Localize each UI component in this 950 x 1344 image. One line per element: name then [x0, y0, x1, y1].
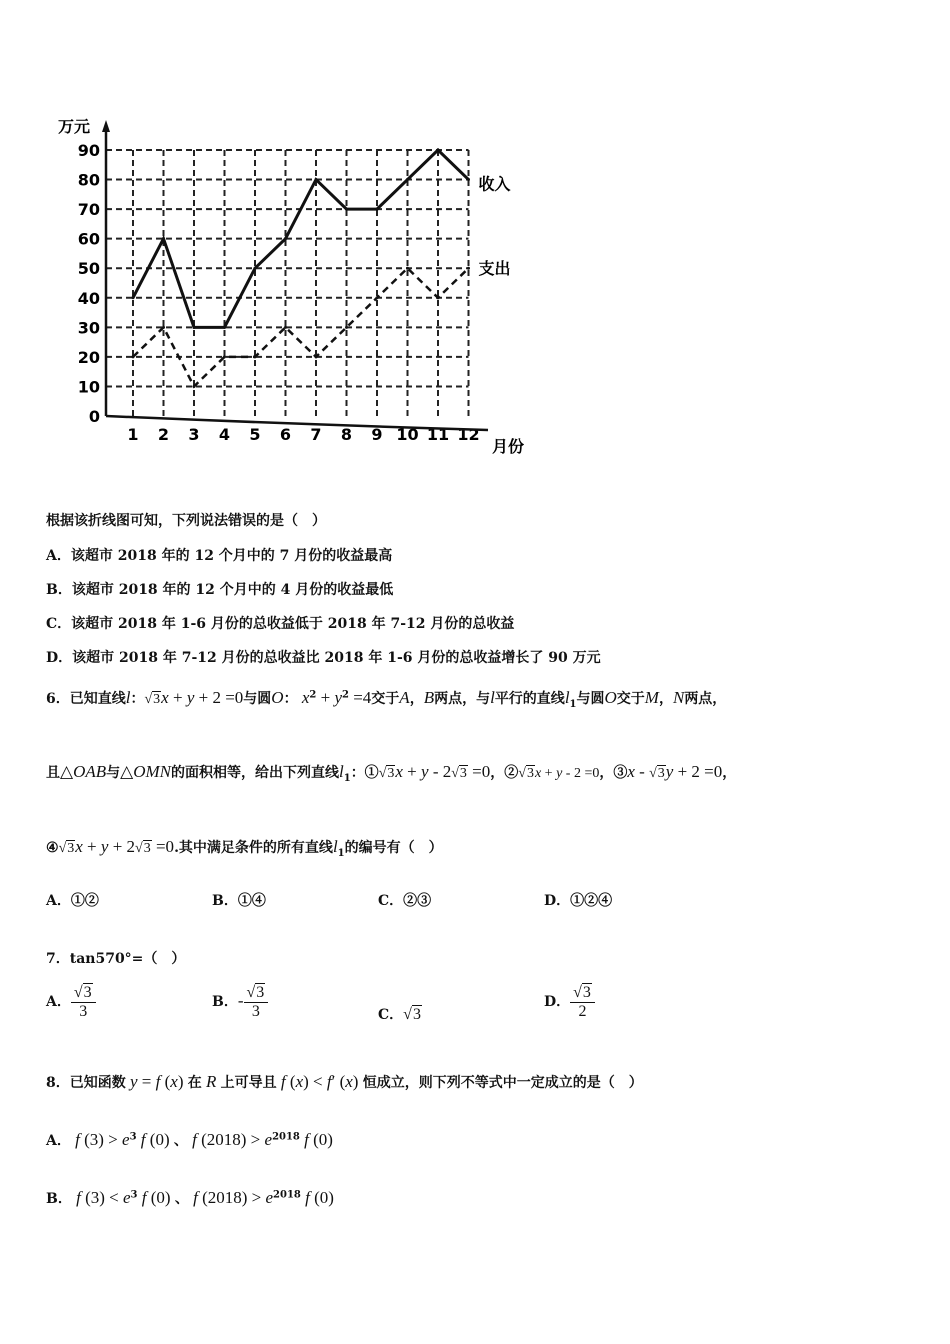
- x-tick-label: 3: [188, 425, 200, 444]
- x-tick-label: 2: [157, 425, 170, 444]
- data-point: [345, 208, 348, 211]
- q6-option-b[interactable]: B．①④: [212, 893, 266, 909]
- data-point: [132, 296, 135, 299]
- q8-option-a[interactable]: A． f $(3) > e^3$ f (0) 、 f $(2018) > e^{2018}$ f (0): [46, 1130, 333, 1149]
- y-tick-label: 30: [77, 318, 100, 338]
- data-point: [315, 355, 318, 358]
- q6-line2: 且△OAB与△OMN的面积相等，给出下列直线$l_1$：①√3x + y - 2√3 =0，②√3x + y - 2 =0，③x - √3y + 2 =0，: [46, 762, 737, 784]
- q5-option-d[interactable]: D．该超市 2018 年 7-12 月份的总收益比 2018 年 1-6 月份的总收益增长了 90 万元: [46, 650, 601, 666]
- q6-option-a[interactable]: A．①②: [46, 893, 99, 909]
- q6-option-c[interactable]: C．②③: [378, 893, 432, 909]
- x-tick-label: 9: [371, 425, 383, 444]
- x-tick-label: 6: [279, 425, 292, 444]
- y-axis-arrow: [102, 120, 110, 132]
- q8-option-b[interactable]: B． f $(3) < e^3$ f (0) 、 f $(2018) > e^{2018}$ f (0): [46, 1188, 334, 1207]
- y-tick-label: 10: [77, 377, 100, 397]
- y-tick-label: 20: [77, 347, 100, 367]
- chart-axes: [78, 120, 488, 444]
- data-point: [193, 326, 196, 329]
- data-point: [162, 326, 165, 329]
- q6-line1: 6．已知直线l：√3x + y + 2 =0与圆O： $x^2 + y^2 =4$交于A，B两点，与l平行的直线$l_1$与圆O交于M，N两点，: [46, 688, 727, 710]
- y-tick-label: 70: [77, 200, 100, 220]
- x-tick-label: 10: [396, 425, 419, 444]
- x-tick-label: 1: [127, 425, 139, 444]
- q7-option-a[interactable]: A． $\frac{√3}{3}$: [46, 984, 96, 1020]
- data-point: [376, 208, 379, 211]
- q5-stem: 根据该折线图可知，下列说法错误的是（ ）: [46, 513, 326, 529]
- q7-option-d[interactable]: D． $\frac{√3}{2}$: [544, 984, 595, 1020]
- q7-option-c[interactable]: C．√3: [378, 1006, 421, 1023]
- q5-option-b[interactable]: B．该超市 2018 年的 12 个月中的 4 月份的收益最低: [46, 582, 394, 598]
- data-point: [284, 326, 287, 329]
- x-tick-label: 5: [249, 425, 261, 444]
- data-point: [437, 149, 440, 152]
- income-expense-line-chart: [40, 108, 560, 468]
- data-point: [467, 267, 470, 270]
- x-axis-unit-label: 月份: [492, 437, 525, 456]
- y-tick-label: 40: [77, 288, 100, 308]
- data-point: [437, 296, 440, 299]
- y-tick-label: 80: [77, 170, 100, 190]
- q7-option-b[interactable]: B．- $\frac{√3}{3}$: [212, 984, 268, 1020]
- y-axis-unit-label: 万元: [58, 117, 91, 136]
- data-point: [345, 326, 348, 329]
- q5-option-a[interactable]: A．该超市 2018 年的 12 个月中的 7 月份的收益最高: [46, 548, 393, 564]
- data-point: [376, 296, 379, 299]
- x-tick-label: 12: [457, 425, 480, 444]
- x-tick-label: 8: [340, 425, 353, 444]
- q6-line3: ④√3x + y + 2√3 =0.其中满足条件的所有直线$l_1$的编号有（ ）: [46, 837, 443, 859]
- y-tick-label: 90: [77, 141, 100, 160]
- q7-stem: 7．tan570°=（ ）: [46, 951, 186, 967]
- y-tick-label: 50: [77, 259, 100, 279]
- data-point: [315, 178, 318, 181]
- data-point: [132, 355, 135, 358]
- y-tick-label: 0: [88, 407, 100, 426]
- x-tick-label: 4: [218, 425, 231, 444]
- q8-stem: 8．已知函数 y = f (x) 在 R 上可导且 f (x) < f′ (x) 恒成立，则下列不等式中一定成立的是（ ）: [46, 1072, 643, 1091]
- data-point: [162, 237, 165, 240]
- data-point: [193, 385, 196, 388]
- data-point: [406, 267, 409, 270]
- x-tick-label: 11: [426, 425, 450, 444]
- data-point: [254, 267, 257, 270]
- y-tick-label: 60: [77, 229, 100, 249]
- series-label: 收入: [478, 174, 511, 194]
- q6-option-d[interactable]: D．①②④: [544, 893, 613, 909]
- x-tick-label: 7: [310, 425, 322, 444]
- q5-option-c[interactable]: C．该超市 2018 年 1-6 月份的总收益低于 2018 年 7-12 月份的总收益: [46, 616, 515, 632]
- series-label: 支出: [478, 259, 511, 279]
- data-point: [223, 355, 226, 358]
- data-point: [406, 178, 409, 181]
- chart-grid: [106, 150, 469, 418]
- data-point: [284, 237, 287, 240]
- data-point: [254, 355, 257, 358]
- data-point: [223, 326, 226, 329]
- data-point: [467, 178, 470, 181]
